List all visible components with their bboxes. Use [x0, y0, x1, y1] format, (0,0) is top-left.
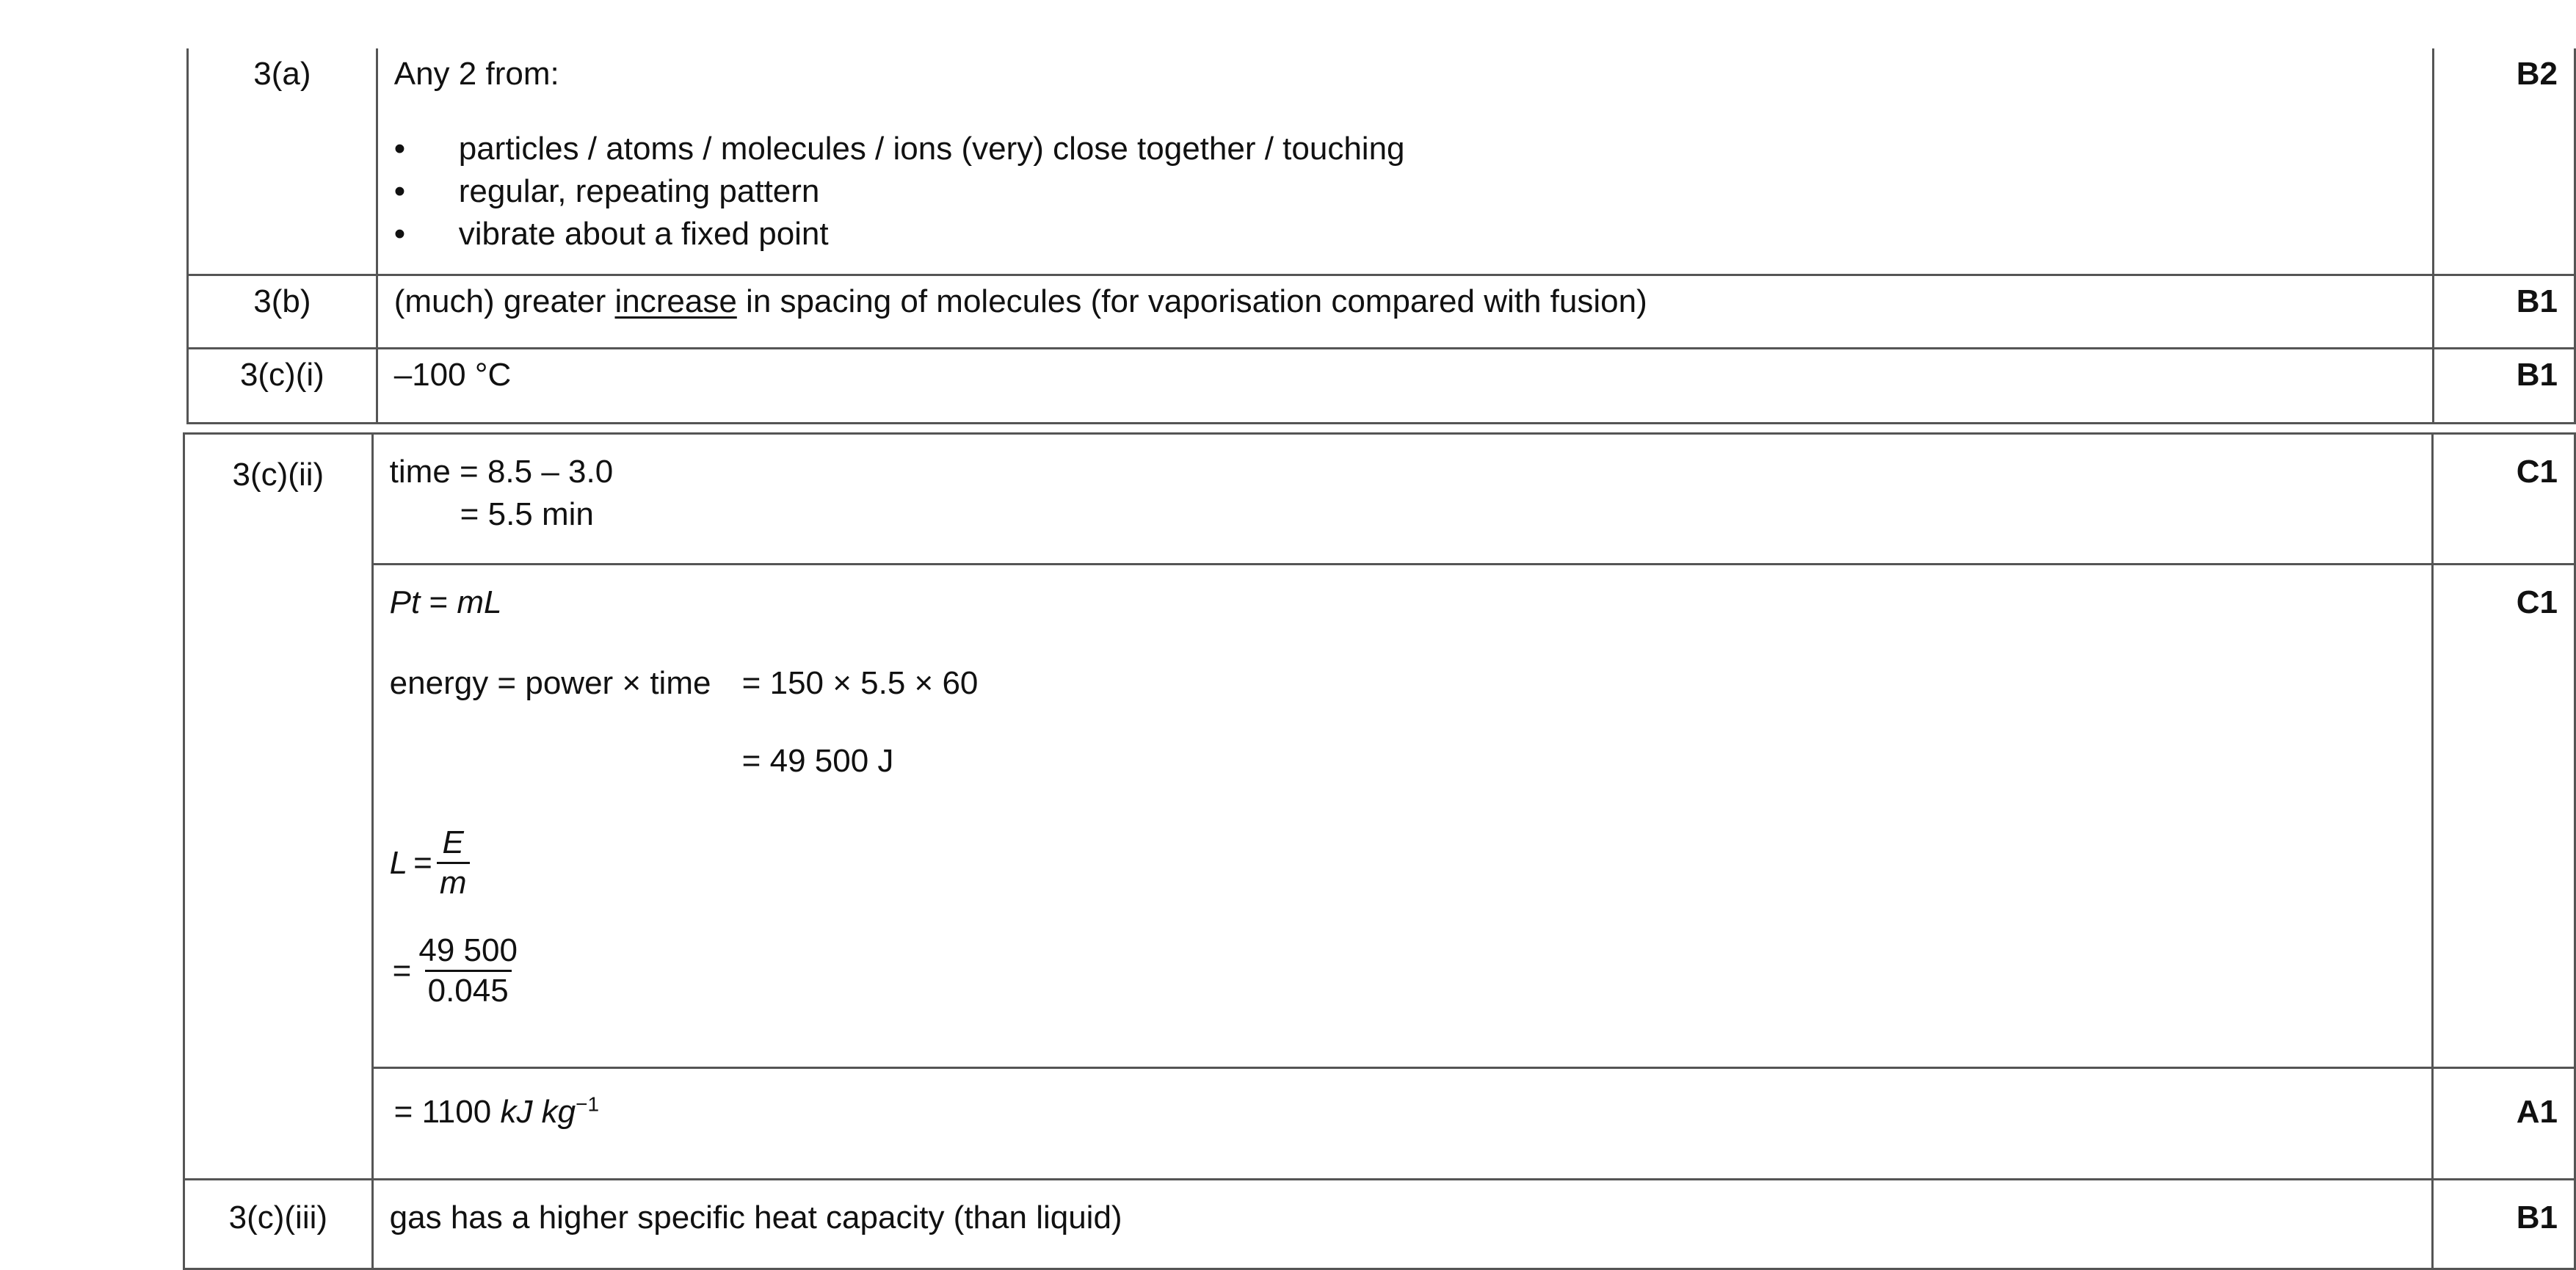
mark-scheme-table-upper	[186, 48, 2576, 424]
answer-cell-3a	[377, 48, 2433, 275]
equals-sign: =	[392, 952, 412, 989]
fraction-numerator: 49 500	[418, 932, 518, 968]
row-3ci	[188, 349, 2575, 424]
formula-ml: mL	[457, 584, 502, 620]
fraction-numerator: E	[442, 824, 464, 860]
question-number-3ci: 3(c)(i)	[188, 349, 377, 424]
energy-equation-left: energy = power × time	[389, 665, 711, 701]
bullet-icon: •	[393, 216, 406, 252]
mark-3ci: B1	[2434, 349, 2575, 424]
answer-intro-3a: Any 2 from:	[393, 56, 559, 92]
row-3ciii	[184, 1180, 2575, 1269]
mark-3cii-1: C1	[2432, 434, 2575, 565]
latent-heat-substitution	[390, 932, 2418, 1010]
fraction-denominator: m	[437, 862, 470, 902]
list-item	[394, 170, 2419, 213]
mark-3ciii: B1	[2432, 1180, 2575, 1269]
list-item-text: vibrate about a fixed point	[458, 216, 829, 252]
list-item	[394, 128, 2419, 170]
energy-equation-right: = 150 × 5.5 × 60	[741, 665, 979, 701]
question-number-3cii: 3(c)(ii)	[184, 434, 373, 1180]
answer-cell-3cii-time	[372, 434, 2432, 565]
final-unit-kj: kJ	[491, 1094, 533, 1130]
latent-heat-formula	[390, 824, 2418, 902]
question-number-3b: 3(b)	[188, 275, 377, 349]
answer-cell-3cii-working	[372, 565, 2432, 1068]
bullet-list-3a	[394, 128, 2419, 255]
fraction-denominator: 0.045	[425, 970, 512, 1010]
energy-equation	[390, 662, 2418, 705]
bullet-icon: •	[393, 131, 406, 167]
latent-heat-symbol: L	[389, 844, 408, 881]
answer-cell-3ci: –100 °C	[377, 349, 2433, 424]
row-3cii-working	[184, 565, 2575, 1068]
final-unit-kg: kg	[532, 1094, 576, 1130]
mark-scheme-table-lower	[183, 432, 2576, 1270]
list-item-text: particles / atoms / molecules / ions (very) close together / touching	[458, 131, 1405, 167]
bullet-icon: •	[393, 173, 406, 209]
time-calculation-line-1: time = 8.5 – 3.0	[389, 454, 614, 490]
final-value: = 1100	[393, 1094, 492, 1130]
row-3cii-time	[184, 434, 2575, 565]
mark-3b: B1	[2434, 275, 2575, 349]
answer-text-3b-before: (much) greater	[393, 283, 615, 319]
formula-pt: Pt	[389, 584, 421, 620]
answer-text-3b-underlined: increase	[614, 283, 737, 319]
list-item	[394, 213, 2419, 255]
answer-text-3b-after: in spacing of molecules (for vaporisation compared with fusion)	[736, 283, 1647, 319]
list-item-text: regular, repeating pattern	[458, 173, 820, 209]
question-number-3ciii: 3(c)(iii)	[184, 1180, 373, 1269]
formula-equals: =	[420, 584, 457, 620]
mark-3cii-2: C1	[2432, 565, 2575, 1068]
answer-cell-3cii-final	[372, 1068, 2432, 1180]
fraction-values	[416, 932, 520, 1010]
question-number-3a: 3(a)	[188, 48, 377, 275]
row-3cii-answer	[184, 1068, 2575, 1180]
final-unit-exponent: −1	[576, 1092, 600, 1116]
mark-3a: B2	[2434, 48, 2575, 275]
energy-result: = 49 500 J	[741, 743, 894, 779]
row-3a	[188, 48, 2575, 275]
fraction-e-over-m	[437, 824, 470, 902]
formula-pt-ml	[390, 581, 2418, 624]
time-calculation-line-2: = 5.5 min	[460, 496, 594, 532]
equals-sign: =	[413, 844, 432, 881]
mark-3cii-3: A1	[2432, 1068, 2575, 1180]
answer-cell-3b	[377, 275, 2433, 349]
row-3b	[188, 275, 2575, 349]
answer-cell-3ciii: gas has a higher specific heat capacity (than liquid)	[372, 1180, 2432, 1269]
